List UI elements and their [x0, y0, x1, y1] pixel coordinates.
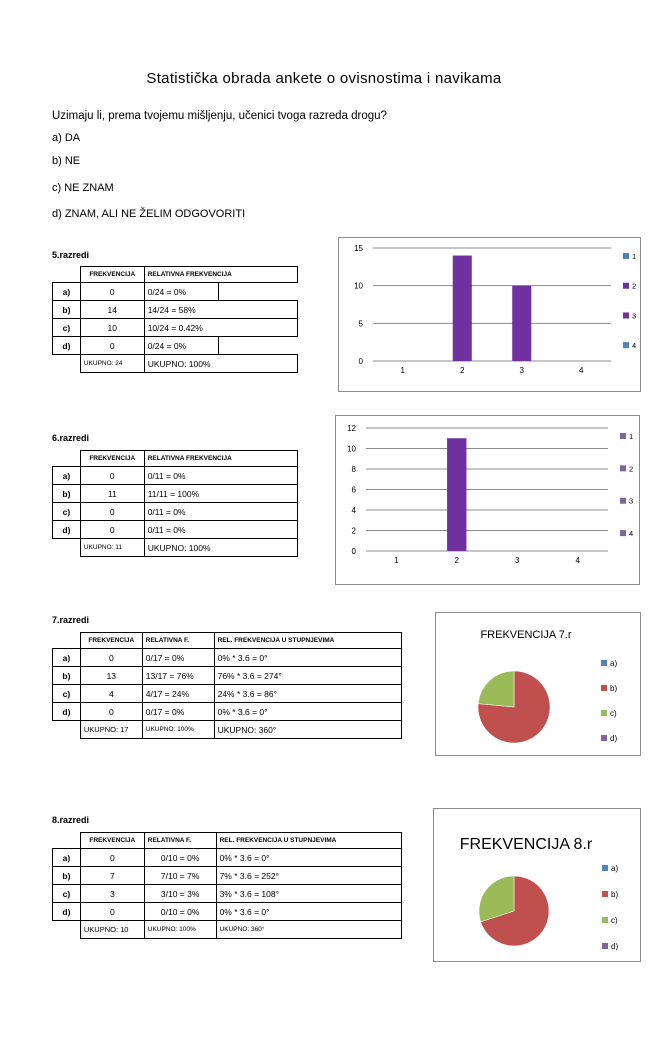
answer-option-b: b) NE [52, 155, 81, 167]
frequency-cell: 0 [80, 467, 144, 485]
frequency-table-5 [52, 266, 298, 373]
frequency-cell: 0 [80, 703, 142, 721]
table-row [53, 685, 402, 703]
header-cell: FREKVENCIJA [80, 451, 144, 467]
table-row [53, 703, 402, 721]
legend-swatch [601, 710, 607, 716]
table-row [53, 485, 298, 503]
total-frequency-cell: UKUPNO: 11 [80, 539, 144, 557]
frequency-cell: 0 [80, 283, 144, 301]
legend-label: 1 [629, 432, 634, 441]
total-frequency-cell: UKUPNO: 10 [80, 921, 144, 939]
legend-label: 3 [629, 496, 634, 506]
header-cell: FREKVENCIJA [80, 267, 144, 283]
bar-chart-5-svg [339, 238, 640, 391]
degrees-cell: 76% * 3.6 = 274° [214, 667, 401, 685]
legend-swatch [601, 735, 607, 741]
table-row [53, 849, 402, 867]
relative-frequency-cell: 14/24 = 58% [144, 301, 297, 319]
degrees-cell: 0% * 3.6 = 0° [216, 903, 401, 921]
header-cell: REL. FREKVENCIJA U STUPNJEVIMA [214, 633, 401, 649]
legend-swatch [620, 530, 626, 536]
table-total-row [53, 539, 298, 557]
table-header-row [53, 451, 298, 467]
row-label: c) [53, 319, 81, 337]
y-tick-label: 12 [347, 424, 356, 433]
header-cell: FREKVENCIJA [80, 833, 144, 849]
degrees-cell: 0% * 3.6 = 0° [214, 703, 401, 721]
relative-frequency-cell: 0/11 = 0% [144, 467, 297, 485]
header-cell: FREKVENCIJA [80, 633, 142, 649]
degrees-cell: 24% * 3.6 = 86° [214, 685, 401, 703]
table-row [53, 885, 402, 903]
x-tick-label: 1 [394, 556, 399, 565]
legend-swatch [623, 312, 629, 318]
y-tick-label: 4 [351, 506, 356, 515]
row-label: d) [53, 337, 81, 355]
legend-swatch [602, 943, 608, 949]
x-tick-label: 3 [519, 366, 524, 375]
row-label: b) [53, 485, 81, 503]
table-row [53, 337, 298, 355]
legend-label: 3 [632, 311, 637, 321]
legend-swatch [620, 465, 626, 471]
x-tick-label: 4 [579, 366, 584, 375]
frequency-cell: 3 [80, 885, 144, 903]
relative-frequency-cell: 7/10 = 7% [144, 867, 216, 885]
pie-chart-7 [435, 612, 641, 756]
y-tick-label: 2 [351, 526, 356, 536]
x-tick-label: 3 [515, 556, 520, 565]
total-relative-cell: UKUPNO: 100% [144, 355, 297, 373]
section-label-7: 7.razredi [52, 615, 90, 625]
relative-frequency-cell: 0/24 = 0% [144, 283, 218, 301]
pie-slice [478, 671, 514, 707]
frequency-cell: 4 [80, 685, 142, 703]
table-header-row [53, 267, 298, 283]
frequency-cell: 7 [80, 867, 144, 885]
answer-option-a: a) DA [52, 132, 81, 144]
table-header-row [53, 833, 402, 849]
row-label: c) [53, 885, 81, 903]
degrees-cell: 0% * 3.6 = 0° [214, 649, 401, 667]
total-relative-cell: UKUPNO: 100% [142, 721, 214, 739]
row-label: c) [53, 503, 81, 521]
table-total-row [53, 921, 402, 939]
table-row [53, 319, 298, 337]
table-total-row [53, 355, 298, 373]
total-degrees-cell: UKUPNO: 360° [216, 921, 401, 939]
legend-label: 1 [632, 252, 637, 261]
relative-frequency-cell: 0/17 = 0% [142, 703, 214, 721]
frequency-cell: 0 [80, 903, 144, 921]
row-label: d) [53, 903, 81, 921]
frequency-table-8 [52, 832, 402, 939]
y-tick-label: 10 [354, 281, 363, 291]
legend-label: a) [611, 864, 619, 873]
relative-frequency-cell: 4/17 = 24% [142, 685, 214, 703]
relative-frequency-cell: 0/11 = 0% [144, 521, 297, 539]
frequency-cell: 0 [80, 849, 144, 867]
row-label: a) [53, 467, 81, 485]
x-tick-label: 1 [400, 366, 405, 375]
table-row [53, 903, 402, 921]
pie-title: FREKVENCIJA 8.r [459, 836, 593, 853]
bar [512, 286, 531, 361]
total-degrees-cell: UKUPNO: 360° [214, 721, 401, 739]
degrees-cell: 3% * 3.6 = 108° [216, 885, 401, 903]
x-tick-label: 2 [460, 366, 465, 375]
row-label: b) [53, 667, 81, 685]
legend-label: c) [610, 709, 617, 718]
y-tick-label: 0 [351, 547, 356, 556]
section-label-5: 5.razredi [52, 250, 90, 260]
y-tick-label: 15 [354, 244, 363, 253]
total-frequency-cell: UKUPNO: 17 [80, 721, 142, 739]
legend-label: d) [610, 734, 618, 743]
relative-frequency-cell: 0/24 = 0% [144, 337, 218, 355]
legend-swatch [601, 685, 607, 691]
frequency-table-6 [52, 450, 298, 557]
row-label: b) [53, 867, 81, 885]
y-tick-label: 6 [351, 485, 356, 495]
relative-frequency-cell: 0/10 = 0% [144, 903, 216, 921]
legend-label: a) [610, 659, 618, 668]
legend-swatch [620, 498, 626, 504]
legend-swatch [623, 283, 629, 289]
relative-frequency-cell: 0/11 = 0% [144, 503, 297, 521]
bar-chart-5 [338, 237, 641, 392]
row-label: d) [53, 521, 81, 539]
relative-frequency-cell: 0/10 = 0% [144, 849, 216, 867]
document-title: Statistička obrada ankete o ovisnostima i navikama [146, 70, 502, 87]
relative-frequency-cell: 10/24 = 0.42% [144, 319, 297, 337]
y-tick-label: 5 [358, 319, 363, 329]
header-cell: REL. FREKVENCIJA U STUPNJEVIMA [216, 833, 401, 849]
frequency-cell: 0 [80, 521, 144, 539]
total-relative-cell: UKUPNO: 100% [144, 539, 297, 557]
table-header-row [53, 633, 402, 649]
table-row [53, 467, 298, 485]
legend-swatch [602, 865, 608, 871]
survey-question: Uzimaju li, prema tvojemu mišljenju, učenici tvoga razreda drogu? [52, 110, 387, 122]
header-cell: RELATIVNA F. [142, 633, 214, 649]
pie-chart-8 [433, 808, 641, 962]
bar-chart-6 [335, 415, 640, 585]
legend-swatch [623, 253, 629, 259]
header-cell: RELATIVNA FREKVENCIJA [144, 267, 297, 283]
frequency-cell: 0 [80, 649, 142, 667]
bar-chart-6-svg [336, 416, 639, 584]
answer-option-d: d) ZNAM, ALI NE ŽELIM ODGOVORITI [52, 208, 246, 220]
relative-frequency-cell: 3/10 = 3% [144, 885, 216, 903]
frequency-cell: 0 [80, 503, 144, 521]
y-tick-label: 10 [347, 444, 356, 454]
total-frequency-cell: UKUPNO: 24 [80, 355, 144, 373]
legend-label: 4 [629, 529, 634, 539]
frequency-cell: 10 [80, 319, 144, 337]
row-label: d) [53, 703, 81, 721]
legend-swatch [620, 433, 626, 439]
relative-frequency-cell: 13/17 = 76% [142, 667, 214, 685]
row-label: a) [53, 849, 81, 867]
legend-label: 2 [632, 281, 637, 291]
table-row [53, 867, 402, 885]
table-row [53, 301, 298, 319]
header-cell: RELATIVNA FREKVENCIJA [144, 451, 297, 467]
frequency-cell: 0 [80, 337, 144, 355]
table-row [53, 667, 402, 685]
frequency-table-7 [52, 632, 402, 739]
table-total-row [53, 721, 402, 739]
legend-swatch [602, 891, 608, 897]
bar [447, 438, 466, 551]
row-label: a) [53, 283, 81, 301]
answer-option-c: c) NE ZNAM [52, 182, 114, 194]
row-label: c) [53, 685, 81, 703]
legend-swatch [623, 342, 629, 348]
legend-swatch [601, 660, 607, 666]
legend-label: 2 [629, 464, 634, 474]
legend-label: b) [610, 684, 618, 693]
pie-title: FREKVENCIJA 7.r [480, 629, 572, 641]
frequency-cell: 11 [80, 485, 144, 503]
table-row [53, 503, 298, 521]
row-label: a) [53, 649, 81, 667]
relative-frequency-cell: 0/17 = 0% [142, 649, 214, 667]
legend-label: b) [611, 890, 619, 899]
total-relative-cell: UKUPNO: 100% [144, 921, 216, 939]
table-row [53, 649, 402, 667]
legend-label: c) [611, 916, 618, 925]
y-tick-label: 8 [351, 465, 356, 474]
row-label: b) [53, 301, 81, 319]
frequency-cell: 13 [80, 667, 142, 685]
degrees-cell: 7% * 3.6 = 252° [216, 867, 401, 885]
degrees-cell: 0% * 3.6 = 0° [216, 849, 401, 867]
frequency-cell: 14 [80, 301, 144, 319]
pie-chart-8-svg [434, 809, 640, 961]
legend-swatch [602, 917, 608, 923]
section-label-8: 8.razredi [52, 815, 90, 825]
y-tick-label: 0 [358, 357, 363, 366]
table-row [53, 521, 298, 539]
legend-label: 4 [632, 341, 637, 351]
relative-frequency-cell: 11/11 = 100% [144, 485, 297, 503]
pie-chart-7-svg [436, 613, 640, 755]
x-tick-label: 4 [575, 556, 580, 565]
section-label-6: 6.razredi [52, 433, 90, 443]
table-row [53, 283, 298, 301]
bar [453, 256, 472, 361]
x-tick-label: 2 [454, 556, 459, 565]
header-cell: RELATIVNA F. [144, 833, 216, 849]
legend-label: d) [611, 942, 619, 951]
